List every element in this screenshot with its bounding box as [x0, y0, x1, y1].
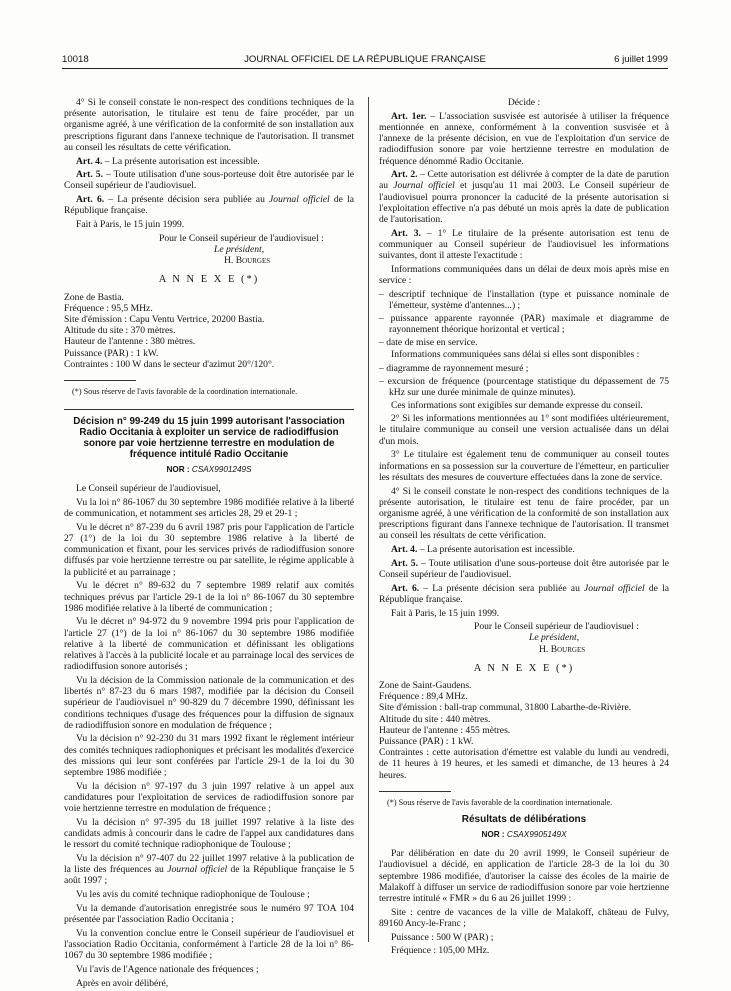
paragraph: Vu la convention conclue entre le Conseil supérieur de l'audiovisuel et l'association Radio Occitania, conformément à l'article 28 de la loi n° 86-1067 du 30 septembre 1986 modifiée ; [64, 927, 354, 962]
list-item: – descriptif technique de l'installation (type et puissance nominale de l'émetteur, système d'antennes...) ; [379, 288, 669, 311]
signature-role: Le président, [214, 243, 265, 255]
article-text: – Cette autorisation est délivrée à compter de la date de parution au [379, 169, 669, 192]
annex-list [379, 680, 669, 781]
signature-block [64, 233, 354, 267]
article-1 [379, 111, 669, 167]
article-text: de la République française. [64, 194, 354, 217]
signed-place-date: Fait à Paris, le 15 juin 1999. [76, 219, 185, 231]
annex-line: Puissance (PAR) : 1 kW. [64, 347, 159, 359]
paragraph: 2° Si les informations mentionnées au 1° sont modifiées ultérieurement, le titulaire communique au conseil une version actualisée dans un délai d'un mois. [379, 413, 669, 447]
section-rule [64, 409, 354, 410]
page-header [62, 54, 668, 69]
paragraph: Vu la décision n° 97-197 du 3 juin 1997 relative à un appel aux candidatures pour l'exploitation de services de radiodiffusion sonore par voie hertzienne terrestre en modulation de fréquence ; [64, 780, 354, 815]
article-4 [379, 544, 669, 555]
list-item: – excursion de fréquence (pourcentage statistique du dépassement de 75 kHz sur une durée minimale de quinze minutes). [379, 375, 669, 398]
journal-name: Journal officiel [584, 582, 645, 594]
article-label: Art. 2. [391, 169, 418, 181]
footnote-rule [379, 791, 451, 792]
footnote-rule [64, 380, 136, 381]
annex-line: Site d'émission : ball-trap communal, 31800 Labarthe-de-Rivière. [379, 702, 632, 714]
article-text: de la République française. [379, 582, 669, 605]
list-item: – diagramme de rayonnement mesuré ; [379, 362, 529, 374]
paragraph: Vu les avis du comité technique radiophonique de Toulouse ; [76, 889, 310, 901]
annex-title: A N N E X E (*) [473, 662, 575, 674]
page-number: 10018 [62, 54, 89, 65]
signature-role: Le président, [529, 632, 580, 644]
paragraph-text: Vu la décision n° 97-407 du 22 juillet 1997 relative à la publication de la liste des fréquences au [64, 852, 354, 876]
paragraph: Le Conseil supérieur de l'audiovisuel, [76, 483, 221, 495]
paragraph-text: de la République française le 5 août 1997 ; [64, 864, 354, 887]
paragraph: Par délibération en date du 20 avril 1999, le Conseil supérieur de l'audiovisuel a décidé, en application de l'article 28-3 de la loi du 30 septembre 1986 modifiée, d'autoriser la caisse des écoles de la mairie de Malakoff à diffuser un service de radiodiffusion sonore par voie hertzienne terrestre intitulé « FMR » du 6 au 26 juillet 1999 : [379, 848, 669, 905]
article-text: – 1° Le titulaire de la présente autorisation est tenu de communiquer au Conseil supérieur de l'audiovisuel les informations suivantes, dont il atteste l'exactitude : [379, 227, 669, 262]
paragraph: Vu le décret n° 87-239 du 6 avril 1987 pris pour l'application de l'article 27 (1°) de la loi du 30 septembre 1986 relative à la liberté de communication et fixant, pour les services privés de radiodiffusion sonore diffusés par voie hertzienne terrestre ou par satellite, le régime applicable à la publicité et au parrainage ; [64, 521, 354, 578]
article-label: Art. 5. [76, 169, 103, 181]
article-label: Art. 3. [391, 227, 421, 239]
article-6 [379, 583, 669, 605]
paragraph: Fréquence : 105,00 MHz. [391, 945, 490, 957]
decision-title: Décision n° 99-249 du 15 juin 1999 autorisant l'association Radio Occitania à exploiter un service de radiodiffusion sonore par voie hertzienne terrestre en modulation de fréquence intitulé Radio Occitanie [73, 415, 345, 460]
article-label: Art. 6. [391, 582, 420, 594]
left-column [64, 97, 354, 991]
nor-reference [379, 829, 669, 840]
annex-line: Zone de Bastia. [64, 291, 124, 303]
issue-date: 6 juillet 1999 [614, 54, 668, 65]
nor-code: CSAX9901249S [191, 464, 252, 474]
annex-line: Puissance (PAR) : 1 kW. [379, 736, 474, 748]
list-item: – puissance apparente rayonnée (PAR) maximale et diagramme de rayonnement théorique horizontal et vertical ; [379, 312, 669, 335]
article-text: – La présente autorisation est incessible. [417, 544, 575, 556]
paragraph: Vu la décision de la Commission nationale de la communication et des libertés n° 87-23 du 6 mars 1987, modifiée par la décision du Conseil supérieur de l'audiovisuel n° 90-829 du 7 décembre 1990, définissant les conditions techniques d'usage des fréquences pour la diffusion de signaux de radiodiffusion sonore en modulation de fréquence ; [64, 674, 354, 731]
signature-name: H. Bourges [224, 255, 271, 267]
article-4 [64, 156, 354, 167]
article-text: – La présente décision sera publiée au [104, 194, 270, 206]
footnote: (*) Sous réserve de l'avis favorable de la coordination internationale. [387, 797, 613, 807]
paragraph: Ces informations sont exigibles sur demande expresse du conseil. [391, 399, 643, 411]
signature-for: Pour le Conseil supérieur de l'audiovisuel : [159, 232, 324, 244]
article-label: Art. 6. [76, 194, 105, 206]
article-text: – Toute utilisation d'une sous-porteuse doit être autorisée par le Conseil supérieur de l'audiovisuel. [64, 169, 354, 192]
journal-name: Journal officiel [393, 180, 455, 192]
info-list [379, 363, 669, 398]
article-6 [64, 194, 354, 216]
signature-for: Pour le Conseil supérieur de l'audiovisuel : [474, 621, 639, 633]
article-text: et jusqu'au 11 mai 2003. Le Conseil supérieur de l'audiovisuel pourra prononcer la caducité de la présente autorisation si l'exploitation effective n'a pas débuté un mois après la date de publication de l'autorisation. [379, 180, 669, 226]
annex-list [64, 292, 354, 370]
annex-line: Altitude du site : 440 mètres. [379, 713, 491, 725]
paragraph: Après en avoir délibéré, [76, 977, 169, 989]
nor-label: NOR : [481, 830, 507, 840]
annex-line: Fréquence : 95,5 MHz. [64, 302, 153, 314]
signed-place-date: Fait à Paris, le 15 juin 1999. [391, 607, 500, 619]
column-divider [368, 97, 369, 942]
paragraph: Vu la décision n° 92-230 du 31 mars 1992 fixant le règlement intérieur des comités techniques radiophoniques et précisant les modalités d'exercice des missions qui leur sont conférées par l'article 29-1 de la loi du 30 septembre 1986 modifiée ; [64, 733, 354, 779]
paragraph: 4° Si le conseil constate le non-respect des conditions techniques de la présente autorisation, le titulaire est tenu de faire procéder, par un organisme agréé, à une vérification de la conformité de son installation aux prescriptions figurant dans l'annexe technique de l'autorisation. Il transmet au conseil les résultats de cette vérification. [64, 97, 354, 153]
article-3 [379, 228, 669, 262]
annex-line: Contraintes : 100 W dans le secteur d'azimut 20°/120°. [64, 358, 275, 370]
article-text: – La présente autorisation est incessible. [102, 155, 260, 167]
article-label: Art. 4. [76, 155, 103, 167]
decide-heading: Décide : [507, 97, 541, 108]
article-2 [379, 169, 669, 225]
list-item: – date de mise en service. [379, 336, 478, 348]
signature-block [379, 621, 669, 655]
paragraph: Vu le décret n° 89-632 du 7 septembre 1989 relatif aux comités techniques prévus par l'article 29-1 de la loi n° 86-1067 du 30 septembre 1986 modifiée relative à la liberté de communication ; [64, 580, 354, 614]
annex-line: Altitude du site : 370 mètres. [64, 325, 176, 337]
paragraph: Vu la décision n° 97-395 du 18 juillet 1997 relative à la liste des candidats admis à concourir dans le cadre de l'appel aux candidatures dans le ressort du comité technique radiophonique de Toulouse ; [64, 816, 354, 851]
annex-title: A N N E X E (*) [158, 274, 260, 286]
annex-line: Zone de Saint-Gaudens. [379, 680, 472, 692]
nor-code: CSAX9905149X [506, 830, 567, 840]
paragraph: Informations communiquées dans un délai de deux mois après mise en service : [379, 263, 669, 287]
annex-line: Fréquence : 89,4 MHz. [379, 691, 468, 703]
decision-body [64, 483, 354, 989]
journal-name: Journal officiel [167, 864, 228, 876]
paragraph: 4° Si le conseil constate le non-respect des conditions techniques de la présente autorisation, le titulaire est tenu de faire procéder, par un organisme agréé, à une vérification de la conformité de son installation aux prescriptions figurant dans l'annexe technique de l'autorisation. Il transmet au conseil les résultats de cette vérification. [379, 485, 669, 542]
signature-name: H. Bourges [539, 643, 586, 655]
annex-line: Hauteur de l'antenne : 380 mètres. [64, 336, 196, 348]
article-label: Art. 5. [391, 557, 418, 569]
article-text: – Toute utilisation d'une sous-porteuse doit être autorisée par le Conseil supérieur de l'audiovisuel. [379, 557, 669, 580]
paragraph: Vu le décret n° 94-972 du 9 novembre 1994 pris pour l'application de l'article 27 (1°) de la loi n° 86-1067 du 30 septembre 1986 modifiée relative à la liberté de communication et définissant les obligations relatives à l'accès à la publicité locale et au parrainage local des services de radiodiffusion sonore autorisés ; [64, 616, 354, 673]
article-text: – La présente décision sera publiée au [419, 582, 585, 594]
annex-line: Contraintes : cette autorisation d'émettre est valable du lundi au vendredi, de 11 heures à 19 heures, et les samedi et dimanche, de 13 heures à 24 heures. [379, 747, 669, 781]
paragraph: Puissance : 500 W (PAR) ; [391, 931, 494, 943]
article-text: – L'association susvisée est autorisée à utiliser la fréquence mentionnée en annexe, conformément à la convention susvisée et à l'annexe de la présente décision, en vue de l'exploitation d'un service de radiodiffusion sonore par voie hertzienne terrestre en modulation de fréquence dénommé Radio Occitanie. [379, 110, 669, 167]
paragraph: Vu la loi n° 86-1067 du 30 septembre 1986 modifiée relative à la liberté de communication, et notamment ses articles 28, 29 et 29-1 ; [64, 496, 354, 520]
footnote: (*) Sous réserve de l'avis favorable de la coordination internationale. [72, 386, 298, 396]
info-list [379, 289, 669, 348]
journal-name: Journal officiel [269, 194, 330, 206]
paragraph: Site : centre de vacances de la ville de Malakoff, château de Fulvy, 89160 Ancy-le-Franc ; [379, 906, 669, 929]
right-column [379, 97, 669, 959]
article-label: Art. 1er. [391, 110, 427, 122]
article-5 [379, 558, 669, 580]
nor-reference [64, 464, 354, 475]
paragraph: Vu la demande d'autorisation enregistrée sous le numéro 97 TOA 104 présentée par l'association Radio Occitania ; [64, 902, 354, 925]
paragraph [64, 853, 354, 887]
paragraph: Vu l'avis de l'Agence nationale des fréquences ; [76, 963, 259, 975]
paragraph: Informations communiquées sans délai si elles sont disponibles : [391, 349, 640, 361]
article-5 [64, 169, 354, 191]
paragraph: 3° Le titulaire est également tenu de communiquer au conseil toutes informations en sa possession sur la couverture de l'émetteur, en particulier les résultats des mesures de couverture effectuées dans la zone de service. [379, 449, 669, 483]
journal-title: JOURNAL OFFICIEL DE LA RÉPUBLIQUE FRANÇAISE [244, 54, 486, 65]
annex-line: Hauteur de l'antenne : 455 mètres. [379, 724, 511, 736]
nor-label: NOR : [166, 464, 192, 474]
annex-line: Site d'émission : Capu Ventu Vertrice, 20200 Bastia. [64, 313, 265, 325]
article-label: Art. 4. [391, 544, 418, 556]
results-title: Résultats de délibérations [461, 813, 587, 825]
